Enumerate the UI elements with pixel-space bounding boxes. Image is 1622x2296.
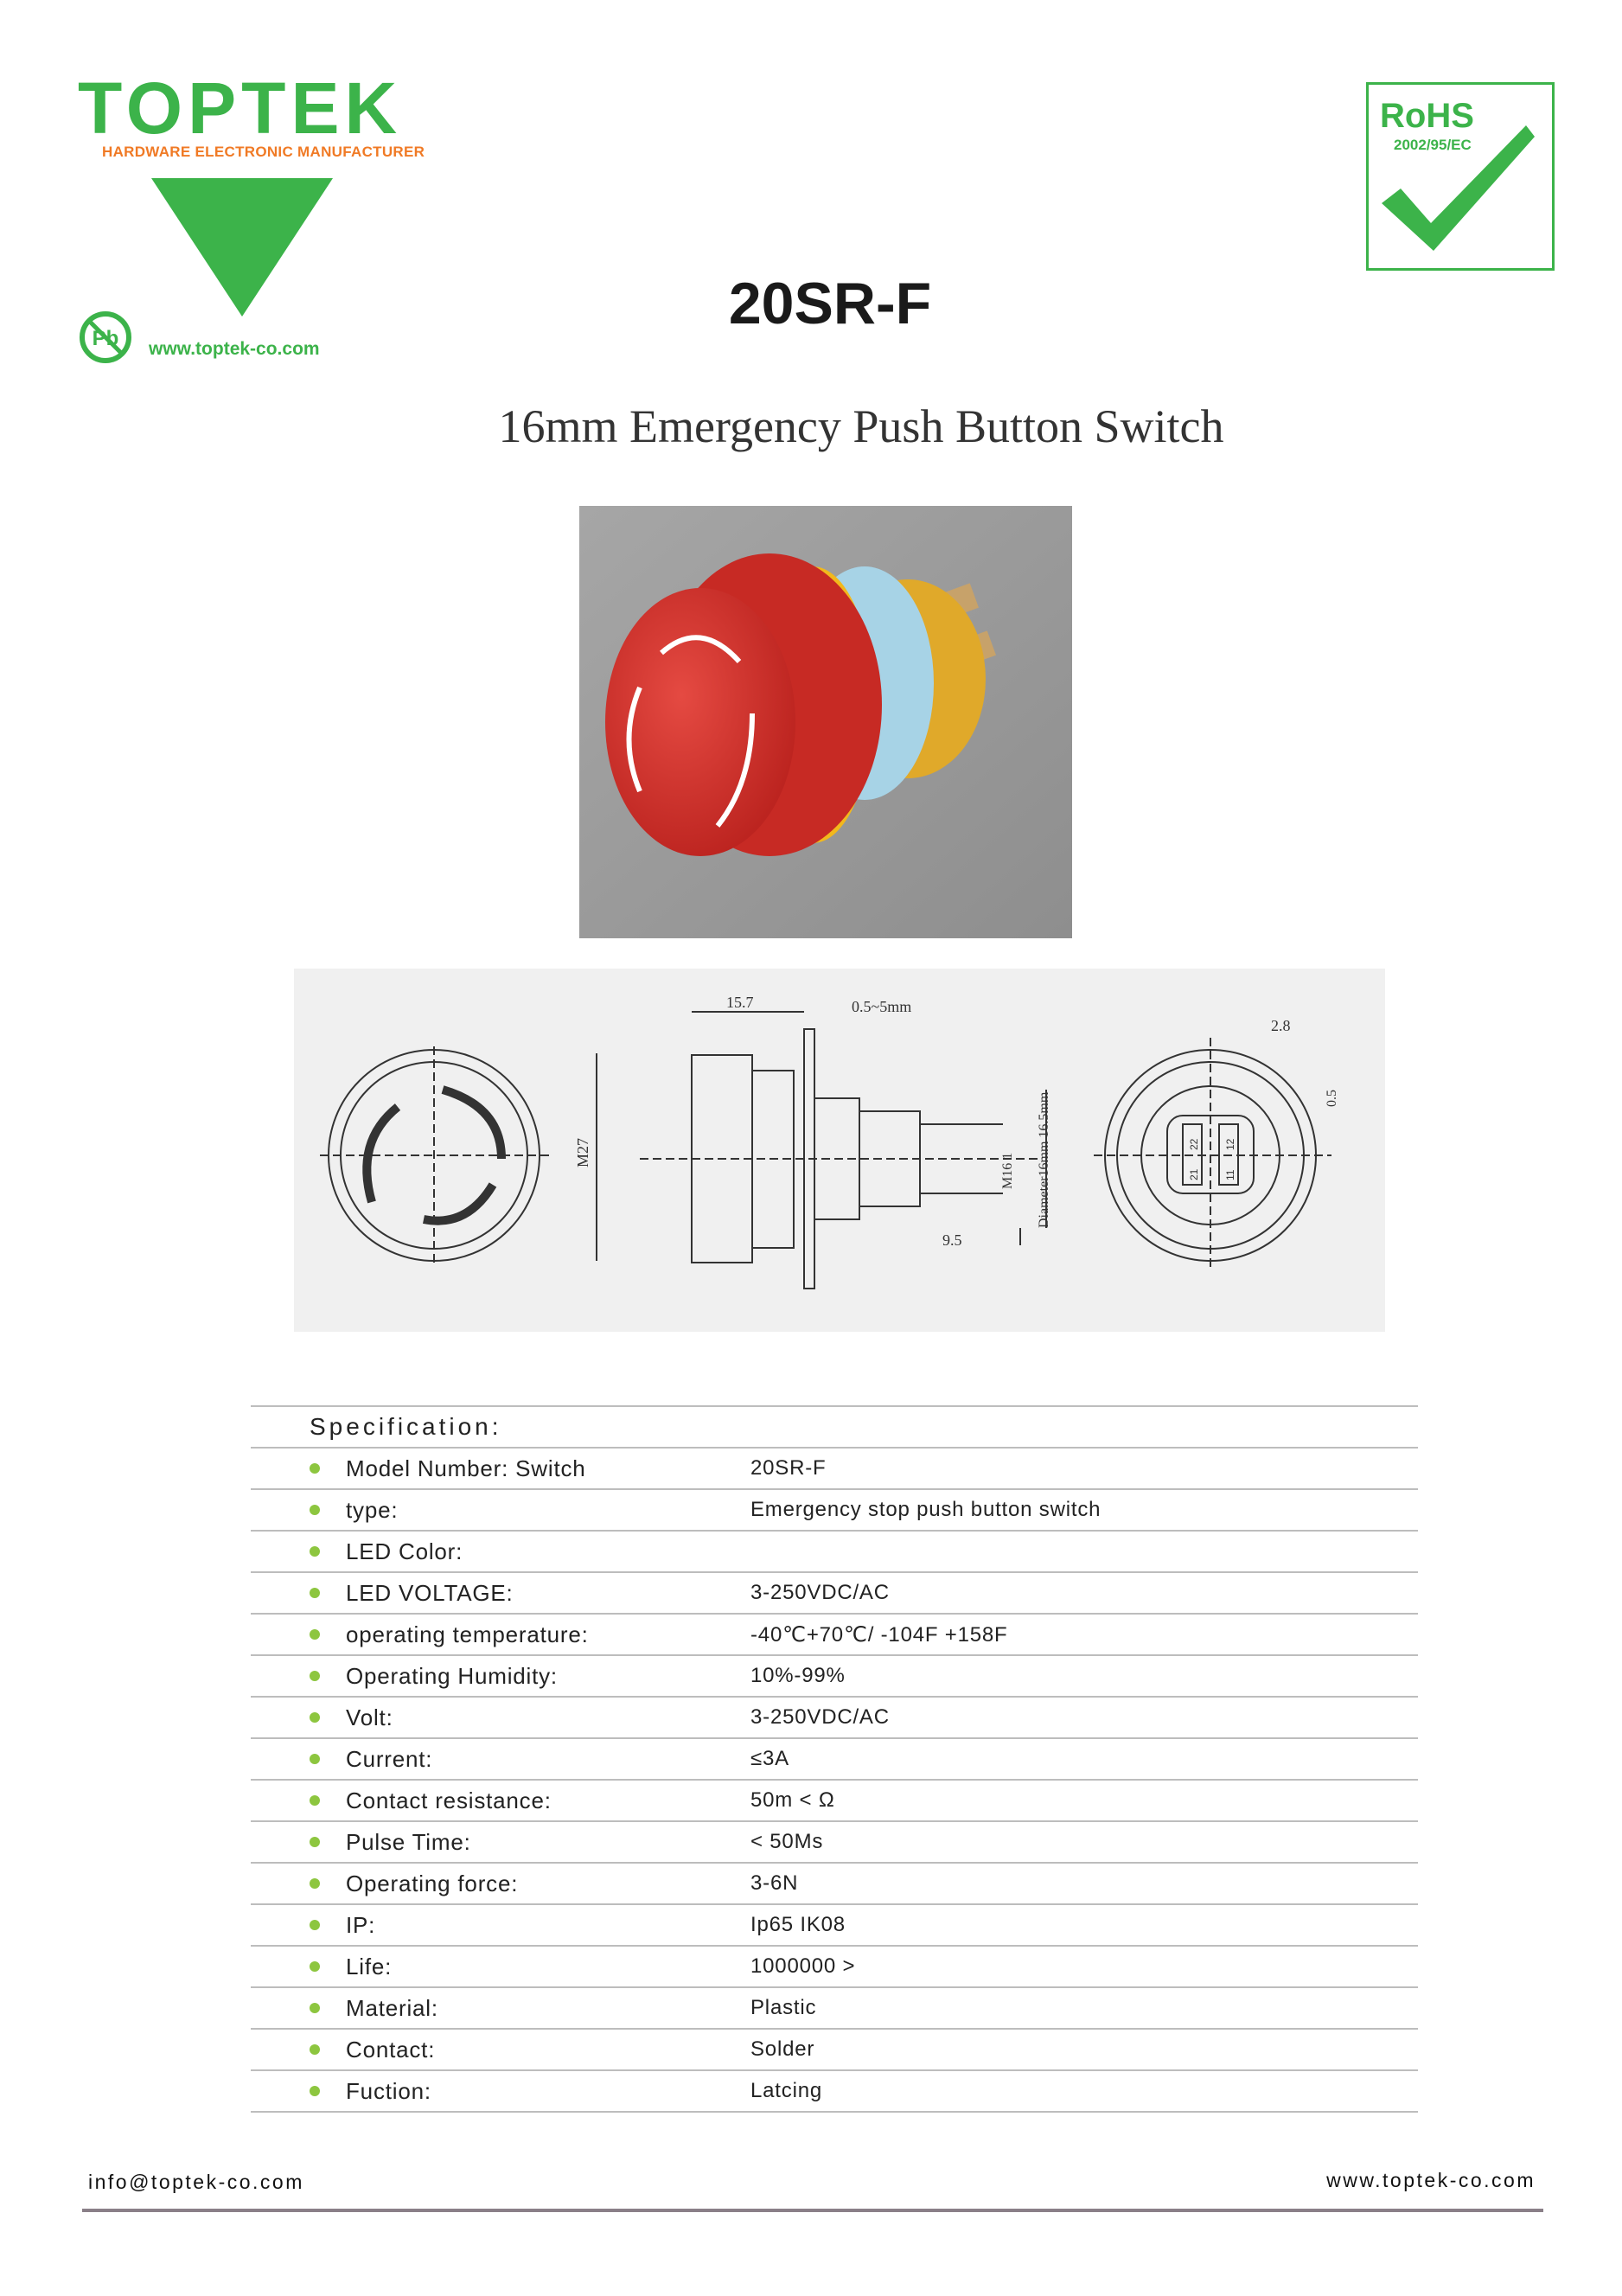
spec-row: [251, 1781, 1418, 1822]
spec-label: Current:: [346, 1745, 433, 1772]
spec-value: 1000000 >: [750, 1954, 856, 1978]
spec-label: LED Color:: [346, 1538, 463, 1564]
spec-label: Contact:: [346, 2036, 436, 2063]
bullet-icon: [310, 1837, 320, 1847]
brand-logo-wordmark: TOPTEK: [78, 67, 403, 149]
spec-label: operating temperature:: [346, 1621, 589, 1647]
spec-row: [251, 1864, 1418, 1905]
spec-row: [251, 1739, 1418, 1781]
spec-label: Material:: [346, 1994, 438, 2021]
spec-row: [251, 2030, 1418, 2071]
bullet-icon: [310, 1712, 320, 1723]
spec-row: [251, 1532, 1418, 1573]
spec-value: 3-250VDC/AC: [750, 1581, 890, 1604]
dim-side-label: 0.5: [1325, 1090, 1339, 1107]
dim-head-label: M27: [574, 1137, 591, 1167]
checkmark-icon: [1375, 121, 1539, 259]
spec-label: Operating force:: [346, 1870, 519, 1896]
spec-label: Life:: [346, 1953, 393, 1979]
spec-heading: Specification:: [310, 1413, 502, 1440]
terminal-label: 22: [1188, 1138, 1200, 1150]
footer-website[interactable]: www.toptek-co.com: [1326, 2169, 1536, 2191]
spec-label: LED VOLTAGE:: [346, 1579, 514, 1606]
spec-label: Pulse Time:: [346, 1828, 471, 1855]
dim-top-label: 15.7: [726, 994, 754, 1011]
brand-website: www.toptek-co.com: [149, 339, 320, 359]
bullet-icon: [310, 2003, 320, 2013]
dim-pin-label: 9.5: [942, 1231, 962, 1249]
bullet-icon: [310, 1505, 320, 1515]
spec-value: ≤3A: [750, 1747, 789, 1770]
spec-header: [251, 1405, 1418, 1449]
bullet-icon: [310, 1546, 320, 1557]
spec-value: 3-250VDC/AC: [750, 1705, 890, 1729]
spec-row: [251, 1988, 1418, 2030]
brand-tagline: HARDWARE ELECTRONIC MANUFACTURER: [102, 144, 425, 160]
spec-label: Operating Humidity:: [346, 1662, 558, 1689]
spec-value: Ip65 IK08: [750, 1913, 846, 1936]
spec-row: [251, 1905, 1418, 1947]
page-subtitle: 16mm Emergency Push Button Switch: [498, 400, 1224, 452]
spec-row: [251, 1573, 1418, 1615]
rohs-directive-code: 2002/95/EC: [1394, 137, 1472, 153]
bullet-icon: [310, 1961, 320, 1972]
spec-label: IP:: [346, 1911, 376, 1938]
bullet-icon: [310, 2086, 320, 2096]
spec-row: [251, 2071, 1418, 2113]
specification-table: [251, 1405, 1418, 2113]
footer-email[interactable]: info@toptek-co.com: [88, 2171, 304, 2193]
spec-value: -40℃+70℃/ -104F +158F: [750, 1622, 1008, 1647]
bullet-icon: [310, 1754, 320, 1764]
bullet-icon: [310, 1629, 320, 1640]
page-title: 20SR-F: [728, 271, 932, 336]
spec-value: 50m < Ω: [750, 1788, 835, 1812]
technical-drawing: [294, 969, 1385, 1332]
dim-diameter-label: Diameter16mm 16.5mm: [1037, 1091, 1051, 1228]
terminal-label: 21: [1188, 1168, 1200, 1180]
pb-mark-text: Pb: [92, 327, 119, 350]
spec-label: Model Number: Switch: [346, 1455, 586, 1481]
terminal-label: 11: [1224, 1169, 1236, 1180]
product-photo: [579, 506, 1072, 938]
spec-row: [251, 1449, 1418, 1490]
spec-value: < 50Ms: [750, 1830, 824, 1853]
bullet-icon: [310, 1671, 320, 1681]
spec-rows: [251, 1449, 1418, 2113]
spec-row: [251, 1615, 1418, 1656]
spec-row: [251, 1490, 1418, 1532]
spec-label: Volt:: [346, 1704, 393, 1730]
bullet-icon: [310, 1920, 320, 1930]
spec-value: Plastic: [750, 1996, 817, 2019]
terminal-label: 12: [1224, 1138, 1236, 1150]
spec-row: [251, 1947, 1418, 1988]
bullet-icon: [310, 1795, 320, 1806]
spec-value: 20SR-F: [750, 1456, 827, 1480]
spec-label: Fuction:: [346, 2077, 431, 2104]
spec-value: Latcing: [750, 2079, 822, 2102]
bullet-icon: [310, 1463, 320, 1474]
spec-value: 10%-99%: [750, 1664, 846, 1687]
footer-divider: [82, 2209, 1543, 2212]
bullet-icon: [310, 1878, 320, 1889]
spec-label: Contact resistance:: [346, 1787, 552, 1813]
dim-panel-label: 0.5~5mm: [852, 998, 912, 1015]
spec-label: type:: [346, 1496, 399, 1523]
spec-value: Emergency stop push button switch: [750, 1498, 1102, 1521]
dim-thread-label: M16 1: [1000, 1152, 1015, 1189]
bullet-icon: [310, 2044, 320, 2055]
rohs-label: RoHS: [1380, 97, 1474, 135]
spec-row: [251, 1698, 1418, 1739]
bullet-icon: [310, 1588, 320, 1598]
spec-row: [251, 1656, 1418, 1698]
spec-row: [251, 1822, 1418, 1864]
spec-value: 3-6N: [750, 1871, 799, 1895]
spec-value: Solder: [750, 2037, 815, 2061]
dim-width-label: 2.8: [1271, 1017, 1291, 1034]
